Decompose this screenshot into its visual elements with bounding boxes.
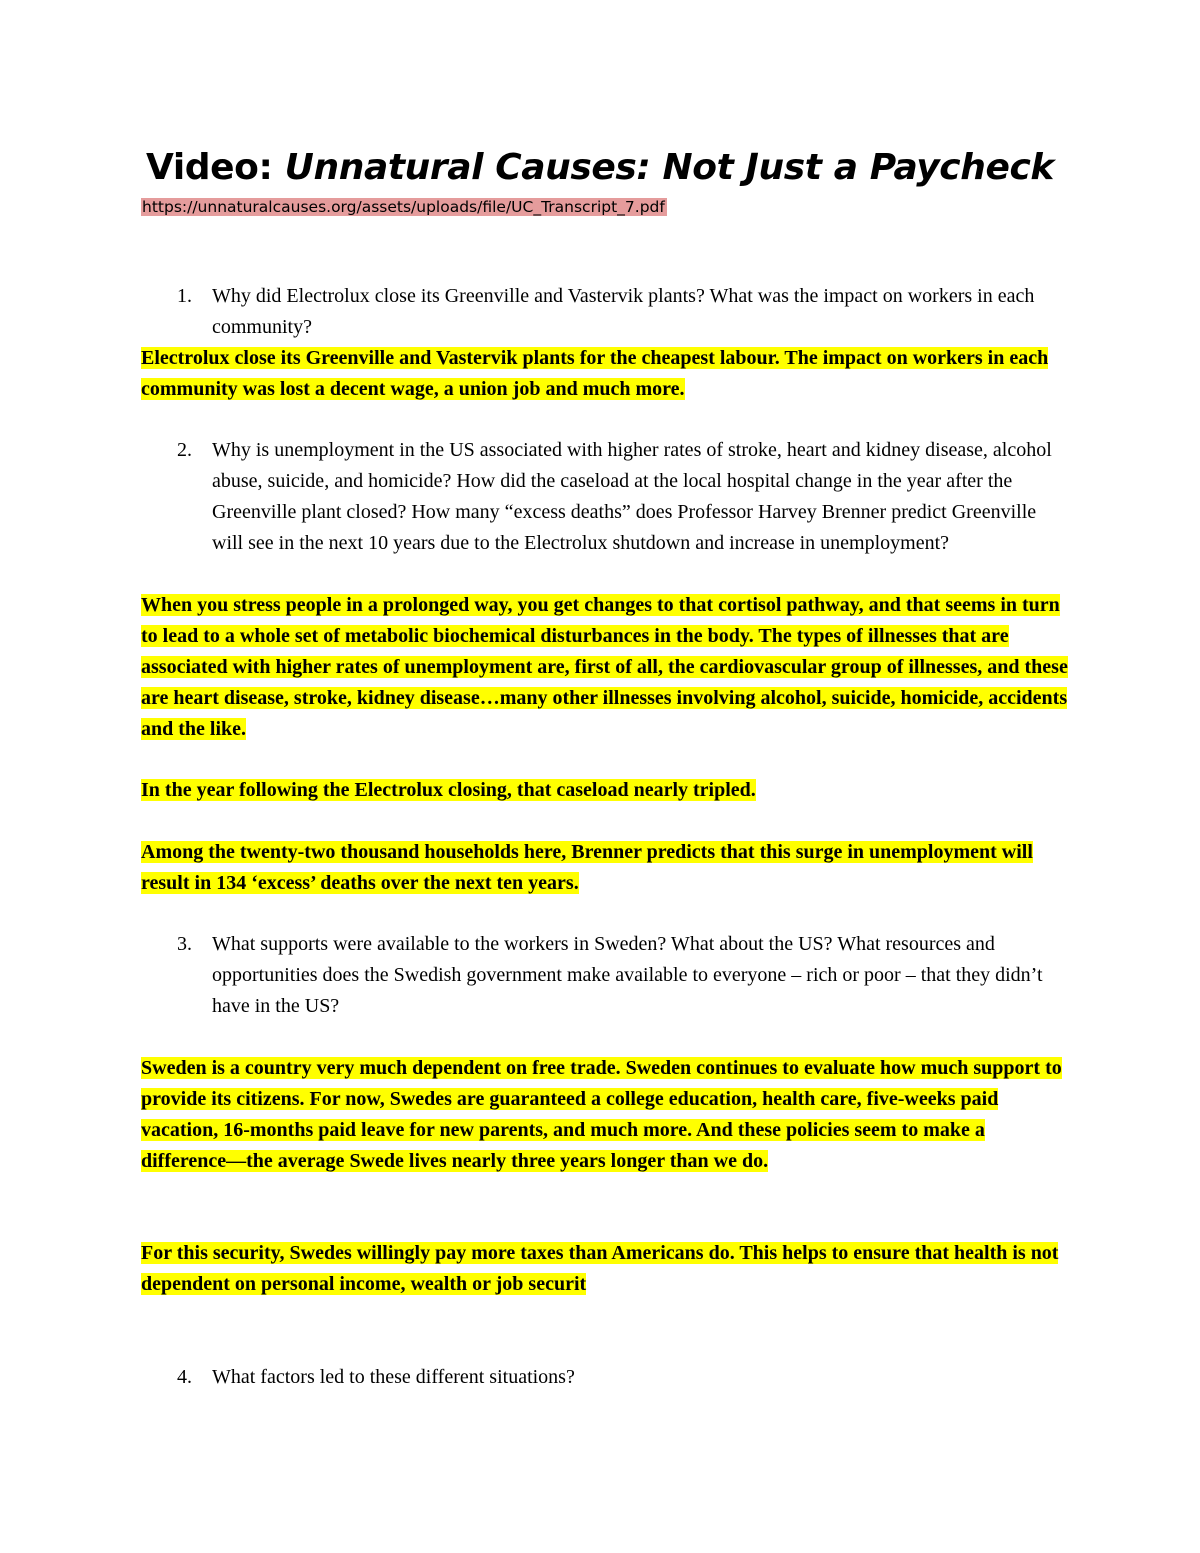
page-title bbox=[0, 142, 1200, 194]
question-number: 2. bbox=[177, 439, 192, 461]
question-1 bbox=[141, 281, 1071, 343]
question-4 bbox=[141, 1362, 1071, 1393]
question-3 bbox=[141, 929, 1071, 1022]
title-video-name: Unnatural Causes: Not Just a Paycheck bbox=[284, 147, 1054, 188]
question-text: What supports were available to the workers in Sweden? What about the US? What resources and opportunities does the Swedish government make available to everyone – rich or poor – that they didn’t have in the US? bbox=[212, 933, 1043, 1017]
answer-text: When you stress people in a prolonged way, you get changes to that cortisol pathway, and that seems in turn to lead to a whole set of metabolic biochemical disturbances in the body. The types of illnesses that are associated with higher rates of unemployment are, first of all, the cardiovascular group of illnesses, and these are heart disease, stroke, kidney disease…many other illnesses involving alcohol, suicide, homicide, accidents and the like. bbox=[141, 594, 1068, 740]
answer-text: For this security, Swedes willingly pay more taxes than Americans do. This helps to ensure that health is not dependent on personal income, wealth or job securit bbox=[141, 1242, 1059, 1295]
answer-text: In the year following the Electrolux closing, that caseload nearly tripled. bbox=[141, 779, 756, 801]
question-text: Why is unemployment in the US associated with higher rates of stroke, heart and kidney disease, alcohol abuse, suicide, and homicide? How did the caseload at the local hospital change in the year after the Greenville plant closed? How many “excess deaths” does Professor Harvey Brenner predict Greenville will see in the next 10 years due to the Electrolux shutdown and increase in unemployment? bbox=[212, 439, 1052, 554]
answer-text: Sweden is a country very much dependent on free trade. Sweden continues to evaluate how much support to provide its citizens. For now, Swedes are guaranteed a college education, health care, five-weeks paid vacation, 16-months paid leave for new parents, and much more. And these policies seem to make a difference—the average Swede lives nearly three years longer than we do. bbox=[141, 1057, 1062, 1172]
question-number: 1. bbox=[177, 285, 192, 307]
answer-2-part-3 bbox=[141, 837, 1071, 899]
question-text: Why did Electrolux close its Greenville and Vastervik plants? What was the impact on workers in each community? bbox=[212, 285, 1035, 338]
question-number: 4. bbox=[177, 1366, 192, 1388]
transcript-url bbox=[141, 195, 667, 219]
transcript-url-link[interactable]: https://unnaturalcauses.org/assets/uploads/file/UC_Transcript_7.pdf bbox=[142, 198, 665, 216]
answer-2-part-1 bbox=[141, 590, 1071, 745]
answer-3-part-2 bbox=[141, 1238, 1071, 1300]
question-2 bbox=[141, 435, 1071, 559]
title-prefix: Video: bbox=[146, 147, 285, 188]
answer-1 bbox=[141, 343, 1071, 405]
question-number: 3. bbox=[177, 933, 192, 955]
answer-2-part-2 bbox=[141, 775, 1071, 806]
answer-text: Among the twenty-two thousand households here, Brenner predicts that this surge in unemployment will result in 134 ‘excess’ deaths over the next ten years. bbox=[141, 841, 1033, 894]
question-text: What factors led to these different situations? bbox=[212, 1366, 575, 1388]
answer-3-part-1 bbox=[141, 1053, 1071, 1177]
answer-text: Electrolux close its Greenville and Vastervik plants for the cheapest labour. The impact on workers in each community was lost a decent wage, a union job and much more. bbox=[141, 347, 1049, 400]
